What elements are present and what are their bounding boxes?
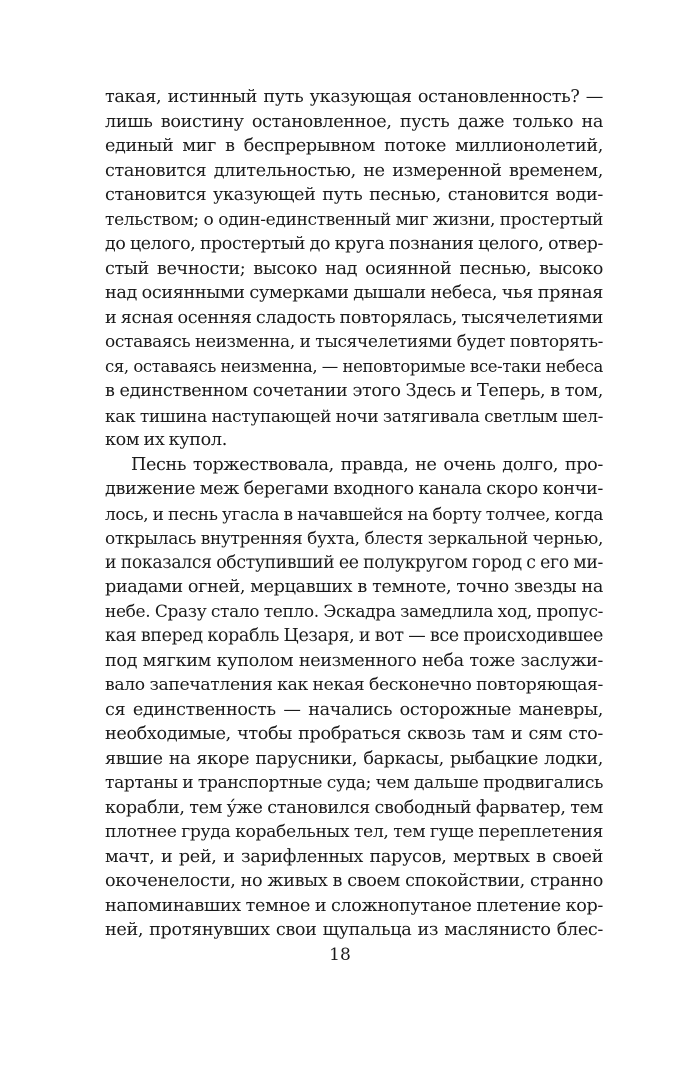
text-line: явшие на якоре парусники, баркасы, рыбацкие лодки, (105, 748, 603, 769)
text-line: кая вперед корабль Цезаря, и вот — все происходившее (105, 626, 603, 646)
text-line: окоченелости, но живых в своем спокойствии, странно (105, 871, 603, 891)
text-line: ней, протянувших свои щупальца из маслянисто блес- (105, 920, 603, 940)
text-line: корабли, тем у́же становился свободный фарватер, тем (105, 797, 603, 818)
text-line: тартаны и транспортные суда; чем дальше продвигались (105, 773, 603, 793)
text-line: и показался обступивший ее полукругом город с его ми- (105, 552, 603, 573)
text-line: напоминавших темное и сложнопутаное плетение кор- (105, 895, 603, 916)
text-line: необходимые, чтобы пробраться сквозь там и сям сто- (105, 724, 603, 744)
text-line: риадами огней, мерцавших в темноте, точно звезды на (105, 577, 603, 597)
text-line: мачт, и рей, и зарифленных парусов, мертвых в своей (105, 846, 603, 867)
text-line: ся, оставаясь неизменна, — неповторимые все-таки небеса (105, 356, 603, 376)
text-line: в единственном сочетании этого Здесь и Теперь, в том, (105, 381, 603, 401)
text-line: тельством; о один-единственный миг жизни, простертый (105, 209, 603, 230)
text-line: над осиянными сумерками дышали небеса, чья пряная (105, 283, 603, 303)
text-line: небе. Сразу стало тепло. Эскадра замедлила ход, пропус- (105, 601, 603, 622)
text-line: как тишина наступающей ночи затягивала светлым шел- (105, 405, 603, 426)
text-line: становится длительностью, не измеренной временем, (105, 160, 603, 181)
text-line: становится указующей путь песнью, становится води- (105, 185, 603, 205)
text-line: такая, истинный путь указующая остановленность? — (105, 87, 603, 107)
text-line: открылась внутренняя бухта, блестя зеркальной чернью, (105, 528, 603, 548)
text-line: ком их купол. (105, 430, 227, 450)
text-line: вало запечатления как некая бесконечно повторяющая- (105, 675, 603, 695)
body-text (105, 85, 603, 943)
text-line: ся единственность — начались осторожные маневры, (105, 699, 603, 720)
text-line: единый миг в беспрерывном потоке миллионолетий, (105, 136, 603, 156)
text-line: движение меж берегами входного канала скоро кончи- (105, 479, 603, 499)
text-line: под мягким куполом неизменного неба тоже заслужи- (105, 650, 603, 671)
paragraph-2 (105, 453, 603, 943)
text-line: лось, и песнь угасла в начавшейся на борту толчее, когда (105, 503, 603, 524)
paragraph-1 (105, 85, 603, 453)
text-line: плотнее груда корабельных тел, тем гуще переплетения (105, 822, 603, 842)
page-number: 18 (329, 945, 351, 965)
text-line: оставаясь неизменна, и тысячелетиями будет повторять- (105, 332, 603, 352)
text-line: стый вечности; высоко над осиянной песнью, высоко (105, 258, 603, 279)
text-line: до целого, простертый до круга познания целого, отвер- (105, 234, 603, 254)
text-line: лишь воистину остановленное, пусть даже только на (105, 111, 603, 132)
text-line: Песнь торжествовала, правда, не очень долго, про- (131, 454, 603, 475)
text-line: и ясная осенняя сладость повторялась, тысячелетиями (105, 307, 603, 328)
